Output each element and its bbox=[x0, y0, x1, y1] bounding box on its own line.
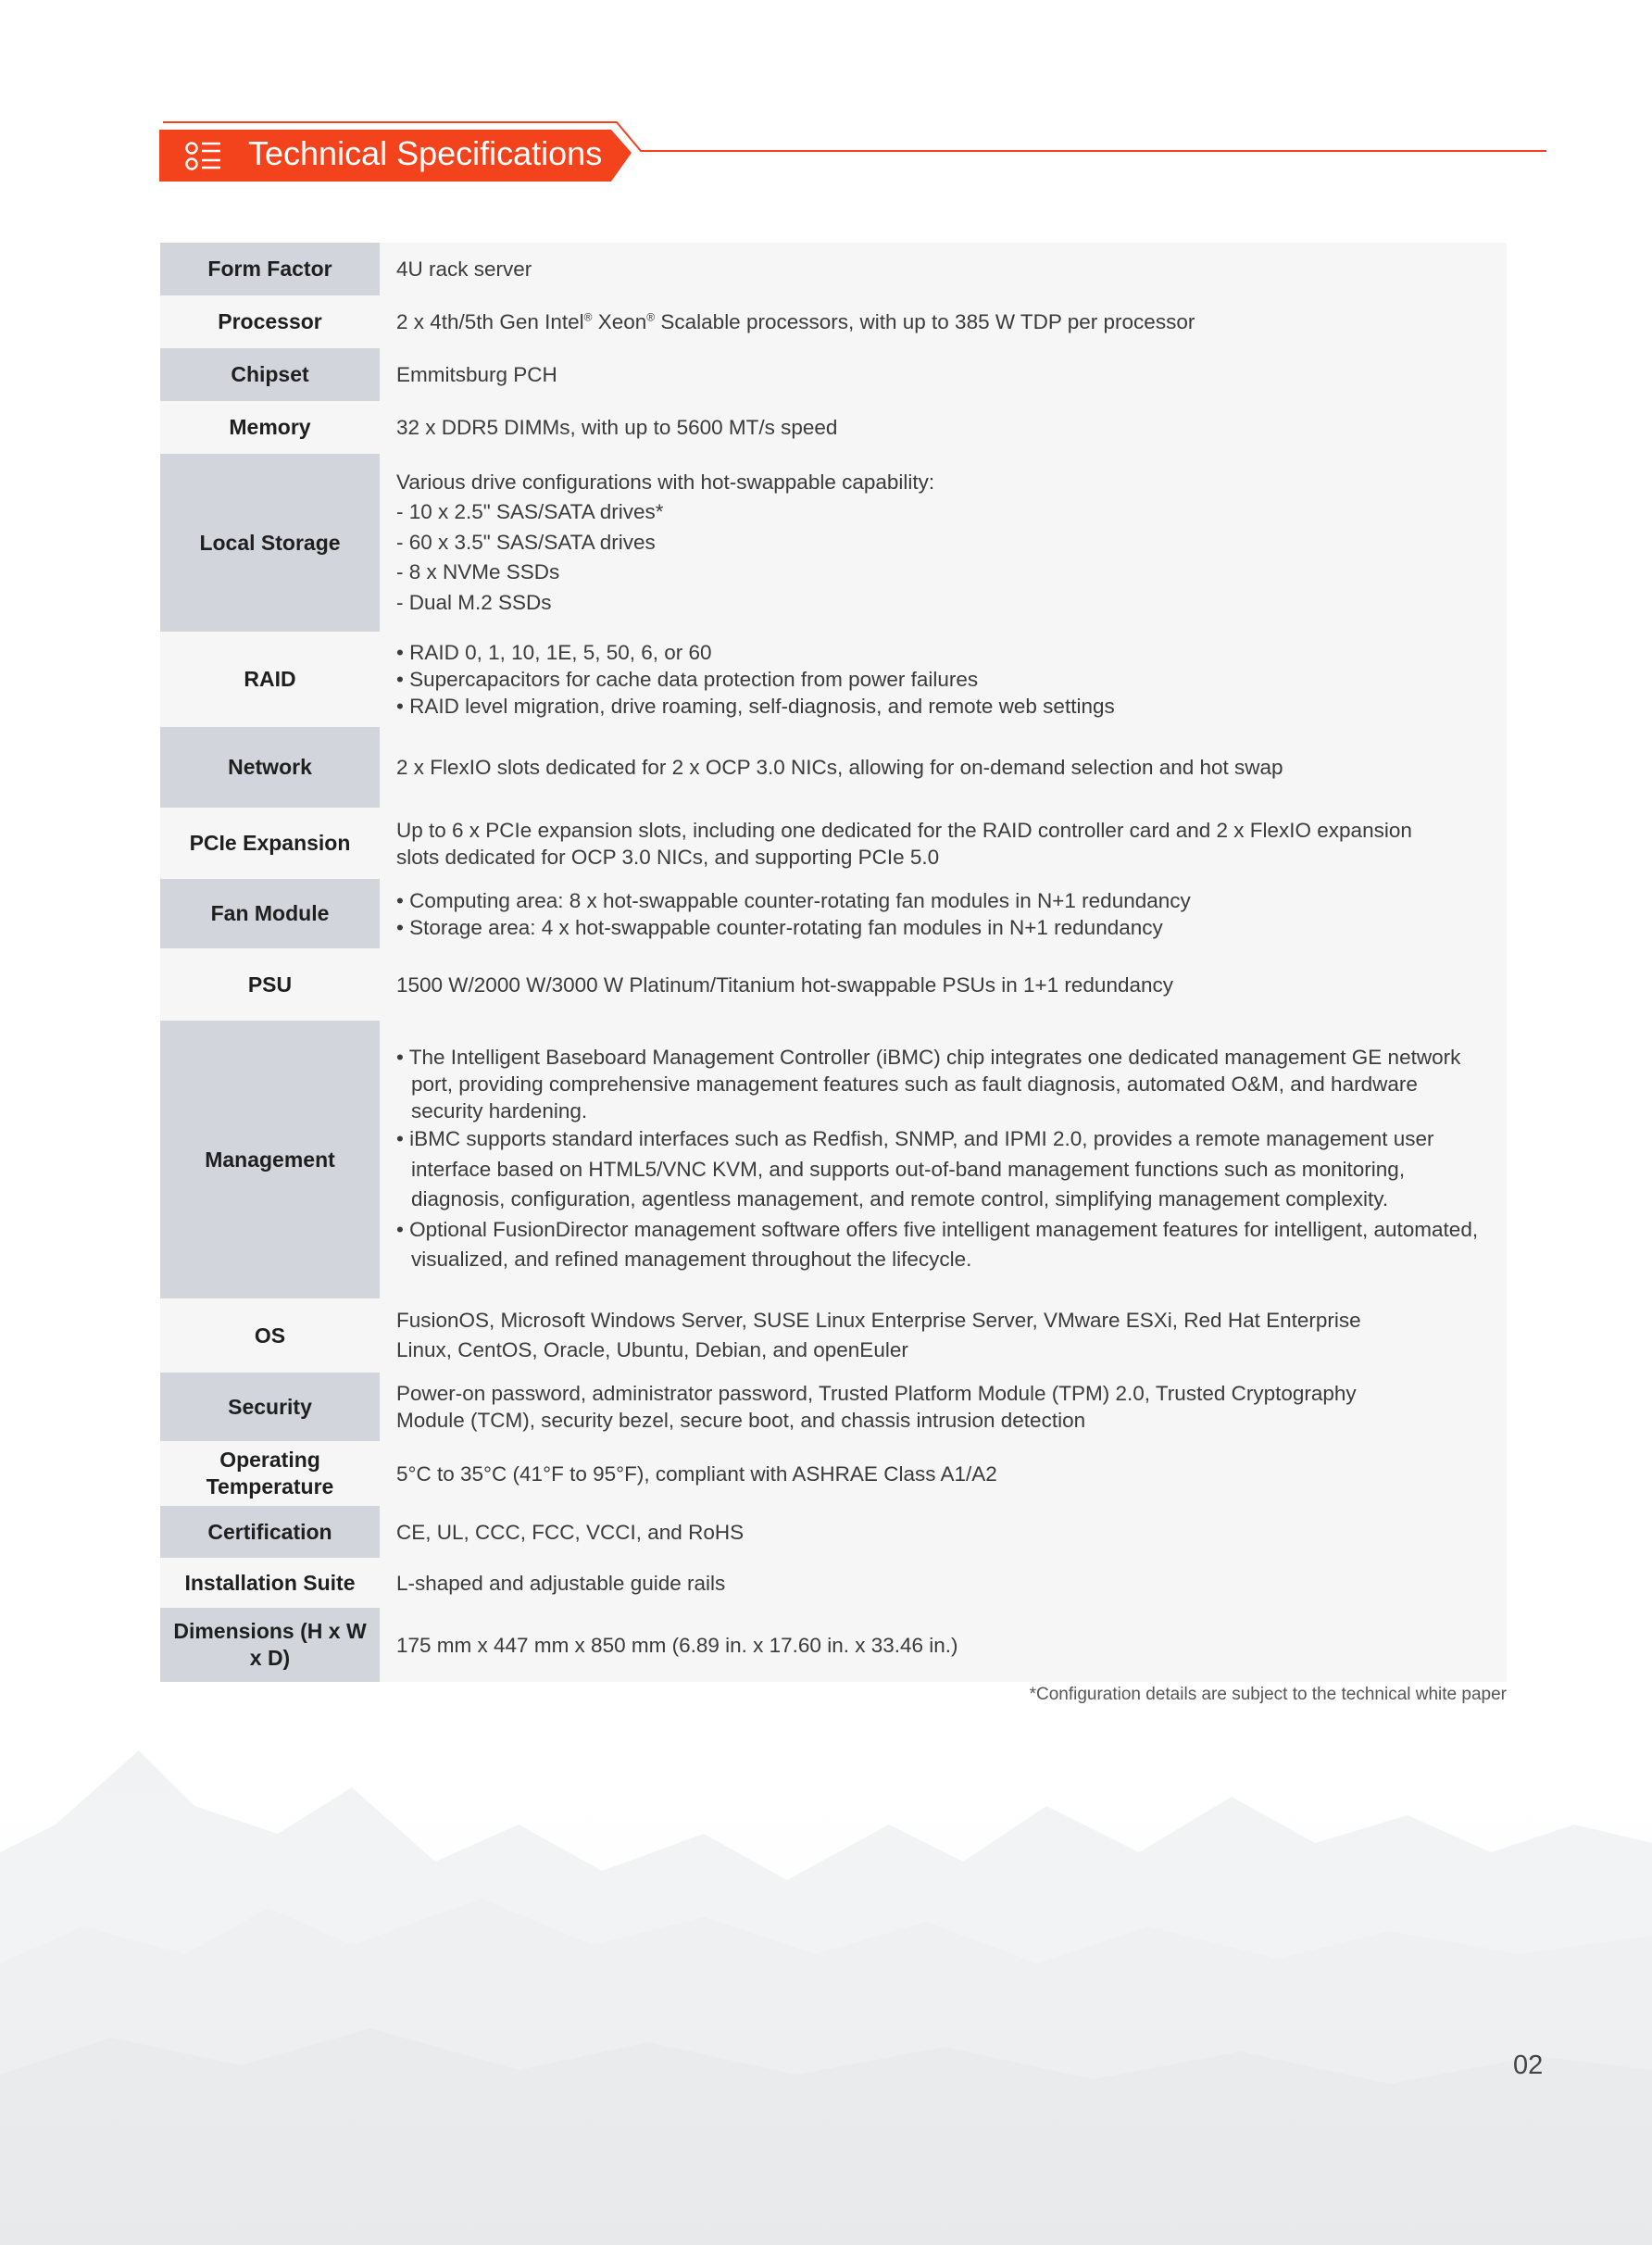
spec-value: Emmitsburg PCH bbox=[380, 348, 1507, 401]
spec-row-local-storage bbox=[160, 454, 1507, 632]
spec-value: 175 mm x 447 mm x 850 mm (6.89 in. x 17.60 in. x 33.46 in.) bbox=[380, 1608, 1507, 1682]
page-title: Technical Specifications bbox=[248, 134, 603, 172]
spec-value: 5°C to 35°C (41°F to 95°F), compliant with ASHRAE Class A1/A2 bbox=[380, 1441, 1507, 1506]
spec-value: • Computing area: 8 x hot-swappable counter-rotating fan modules in N+1 redundancy • Storage area: 4 x hot-swappable counter-rotating fan modules in N+1 redundancy bbox=[380, 879, 1507, 948]
spec-label: Fan Module bbox=[160, 879, 380, 948]
spec-value: 2 x 4th/5th Gen Intel® Xeon® Scalable processors, with up to 385 W TDP per processor bbox=[380, 295, 1507, 348]
spec-label: OS bbox=[160, 1298, 380, 1373]
spec-table bbox=[160, 243, 1507, 1682]
footnote: *Configuration details are subject to the technical white paper bbox=[1029, 1685, 1507, 1704]
spec-row-operating-temperature bbox=[160, 1441, 1507, 1506]
spec-label: Processor bbox=[160, 295, 380, 348]
spec-row-psu bbox=[160, 948, 1507, 1021]
spec-label: Form Factor bbox=[160, 243, 380, 295]
spec-row-installation-suite bbox=[160, 1558, 1507, 1608]
spec-row-dimensions bbox=[160, 1608, 1507, 1682]
spec-row-os bbox=[160, 1298, 1507, 1373]
spec-row-pcie-expansion bbox=[160, 808, 1507, 879]
spec-label: PSU bbox=[160, 948, 380, 1021]
spec-label: Operating Temperature bbox=[160, 1441, 380, 1506]
spec-row-fan-module bbox=[160, 879, 1507, 948]
spec-label: Memory bbox=[160, 401, 380, 454]
spec-value: Power-on password, administrator password, Trusted Platform Module (TPM) 2.0, Trusted Cryptography Module (TCM), security bezel, secure boot, and chassis intrusion detection bbox=[380, 1373, 1507, 1441]
page-number: 02 bbox=[1513, 2051, 1544, 2080]
spec-value: Up to 6 x PCIe expansion slots, including one dedicated for the RAID controller card and 2 x FlexIO expansion slots dedicated for OCP 3.0 NICs, and supporting PCIe 5.0 bbox=[380, 808, 1507, 879]
list-icon bbox=[185, 141, 222, 172]
spec-value: Various drive configurations with hot-swappable capability: - 10 x 2.5" SAS/SATA drives* - 60 x 3.5" SAS/SATA drives - 8 x NVMe SSDs - Dual M.2 SSDs bbox=[380, 454, 1507, 632]
spec-value: 32 x DDR5 DIMMs, with up to 5600 MT/s speed bbox=[380, 401, 1507, 454]
spec-value: 4U rack server bbox=[380, 243, 1507, 295]
spec-label: PCIe Expansion bbox=[160, 808, 380, 879]
section-header bbox=[157, 120, 1546, 185]
spec-row-network bbox=[160, 727, 1507, 808]
spec-value: L-shaped and adjustable guide rails bbox=[380, 1558, 1507, 1608]
spec-label: Installation Suite bbox=[160, 1558, 380, 1608]
spec-label: RAID bbox=[160, 632, 380, 727]
spec-row-chipset bbox=[160, 348, 1507, 401]
spec-row-management bbox=[160, 1021, 1507, 1298]
spec-value: • The Intelligent Baseboard Management Controller (iBMC) chip integrates one dedicated management GE network port, providing comprehensive management features such as fault diagnosis, automated O&M, and hardware security hardening. • iBMC supports standard interfaces such as Redfish, SNMP, and IPMI 2.0, provides a remote management user interface based on HTML5/VNC KVM, and supports out-of-band management functions such as monitoring, diagnosis, configuration, agentless management, and remote control, simplifying management complexity. • Optional FusionDirector management software offers five intelligent management features for intelligent, automated, visualized, and refined management throughout the lifecycle. bbox=[380, 1021, 1507, 1298]
spec-row-memory bbox=[160, 401, 1507, 454]
spec-row-security bbox=[160, 1373, 1507, 1441]
spec-row-raid bbox=[160, 632, 1507, 727]
spec-label: Dimensions (H x W x D) bbox=[160, 1608, 380, 1682]
spec-label: Security bbox=[160, 1373, 380, 1441]
spec-value: 1500 W/2000 W/3000 W Platinum/Titanium hot-swappable PSUs in 1+1 redundancy bbox=[380, 948, 1507, 1021]
spec-value: 2 x FlexIO slots dedicated for 2 x OCP 3.0 NICs, allowing for on-demand selection and hot swap bbox=[380, 727, 1507, 808]
spec-label: Certification bbox=[160, 1506, 380, 1558]
spec-label: Network bbox=[160, 727, 380, 808]
spec-value: CE, UL, CCC, FCC, VCCI, and RoHS bbox=[380, 1506, 1507, 1558]
spec-label: Chipset bbox=[160, 348, 380, 401]
spec-label: Management bbox=[160, 1021, 380, 1298]
spec-value: • RAID 0, 1, 10, 1E, 5, 50, 6, or 60 • Supercapacitors for cache data protection from power failures • RAID level migration, drive roaming, self-diagnosis, and remote web settings bbox=[380, 632, 1507, 727]
spec-value: FusionOS, Microsoft Windows Server, SUSE Linux Enterprise Server, VMware ESXi, Red Hat Enterprise Linux, CentOS, Oracle, Ubuntu, Debian, and openEuler bbox=[380, 1298, 1507, 1373]
mountain-background bbox=[0, 1723, 1652, 2245]
spec-row-form-factor bbox=[160, 243, 1507, 295]
spec-row-certification bbox=[160, 1506, 1507, 1558]
spec-row-processor bbox=[160, 295, 1507, 348]
spec-label: Local Storage bbox=[160, 454, 380, 632]
